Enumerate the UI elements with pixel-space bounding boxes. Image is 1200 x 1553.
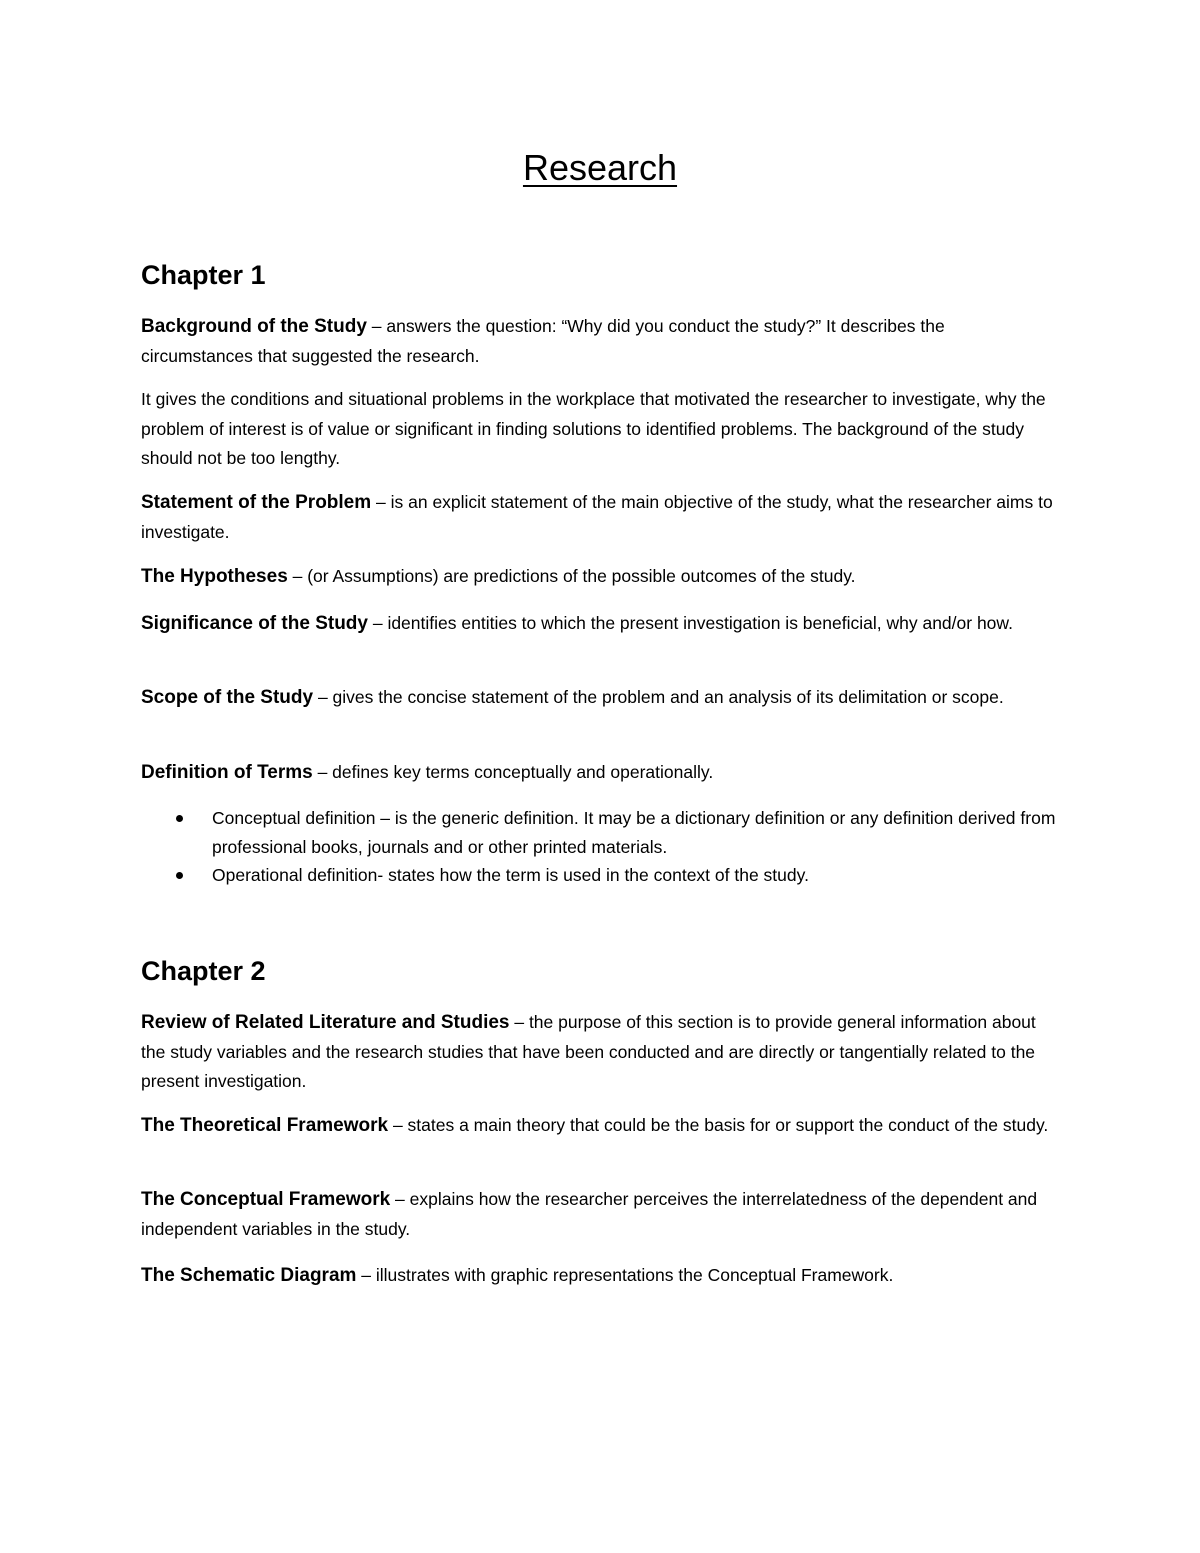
background-detail-text: It gives the conditions and situational problems in the workplace that motivated the researcher to investigate, why the problem of interest is of value or significant in finding solutions to identified problems. The background of the study should not be too lengthy. [141,389,1046,468]
paragraph-hypotheses [141,562,1056,592]
paragraph-background-detail [141,385,1056,474]
definition-background-of-study: – answers the question: “Why did you conduct the study?” It describes the circumstances that suggested the research. [141,316,945,366]
definition-hypotheses: – (or Assumptions) are predictions of the possible outcomes of the study. [287,566,856,586]
term-scope-of-study: Scope of the Study [141,687,314,708]
term-theoretical-framework: The Theoretical Framework [141,1115,389,1136]
term-significance-of-study: Significance of the Study [141,613,368,634]
term-background-of-study: Background of the Study [141,316,367,337]
paragraph-significance-of-study [141,609,1056,639]
paragraph-statement-of-problem [141,488,1056,547]
definition-review-of-literature: – the purpose of this section is to provide general information about the study variables and the research studies that have been conducted and are directly or tangentially related to the present investigation. [141,1012,1036,1091]
paragraph-definition-of-terms [141,758,1056,788]
term-conceptual-framework: The Conceptual Framework [141,1189,391,1210]
definition-significance-of-study: – identifies entities to which the present investigation is beneficial, why and/or how. [367,613,1013,633]
term-definition-of-terms: Definition of Terms [141,762,313,783]
paragraph-review-of-literature [141,1008,1056,1097]
term-review-of-literature: Review of Related Literature and Studies [141,1012,510,1033]
paragraph-conceptual-framework [141,1185,1056,1244]
definition-statement-of-problem: – is an explicit statement of the main objective of the study, what the researcher aims to investigate. [141,492,1053,542]
paragraph-scope-of-study [141,683,1056,713]
definition-theoretical-framework: – states a main theory that could be the basis for or support the conduct of the study. [388,1115,1049,1135]
definition-conceptual-framework: – explains how the researcher perceives the interrelatedness of the dependent and independent variables in the study. [141,1189,1038,1239]
operational-definition-text: Operational definition- states how the term is used in the context of the study. [212,865,809,885]
term-schematic-diagram: The Schematic Diagram [141,1265,357,1286]
document-title: Research [522,147,678,188]
term-hypotheses: The Hypotheses [141,566,288,587]
bullet-icon [176,815,183,822]
definition-schematic-diagram: – illustrates with graphic representations the Conceptual Framework. [356,1265,894,1285]
bullet-icon [176,872,183,879]
list-item-conceptual-definition [141,804,1056,861]
conceptual-definition-text: Conceptual definition – is the generic definition. It may be a dictionary definition or any definition derived from professional books, journals and or other printed materials. [212,808,1056,857]
paragraph-schematic-diagram [141,1261,1056,1291]
paragraph-background-of-study [141,312,1056,371]
definition-types-list [141,804,1056,890]
definition-scope-of-study: – gives the concise statement of the problem and an analysis of its delimitation or scope. [313,687,1004,707]
definition-definition-of-terms: – defines key terms conceptually and operationally. [312,762,714,782]
paragraph-theoretical-framework [141,1111,1056,1141]
chapter-2-heading: Chapter 2 [141,956,266,986]
chapter-1-heading: Chapter 1 [141,260,266,290]
term-statement-of-problem: Statement of the Problem [141,492,372,513]
list-item-operational-definition [141,861,1056,890]
